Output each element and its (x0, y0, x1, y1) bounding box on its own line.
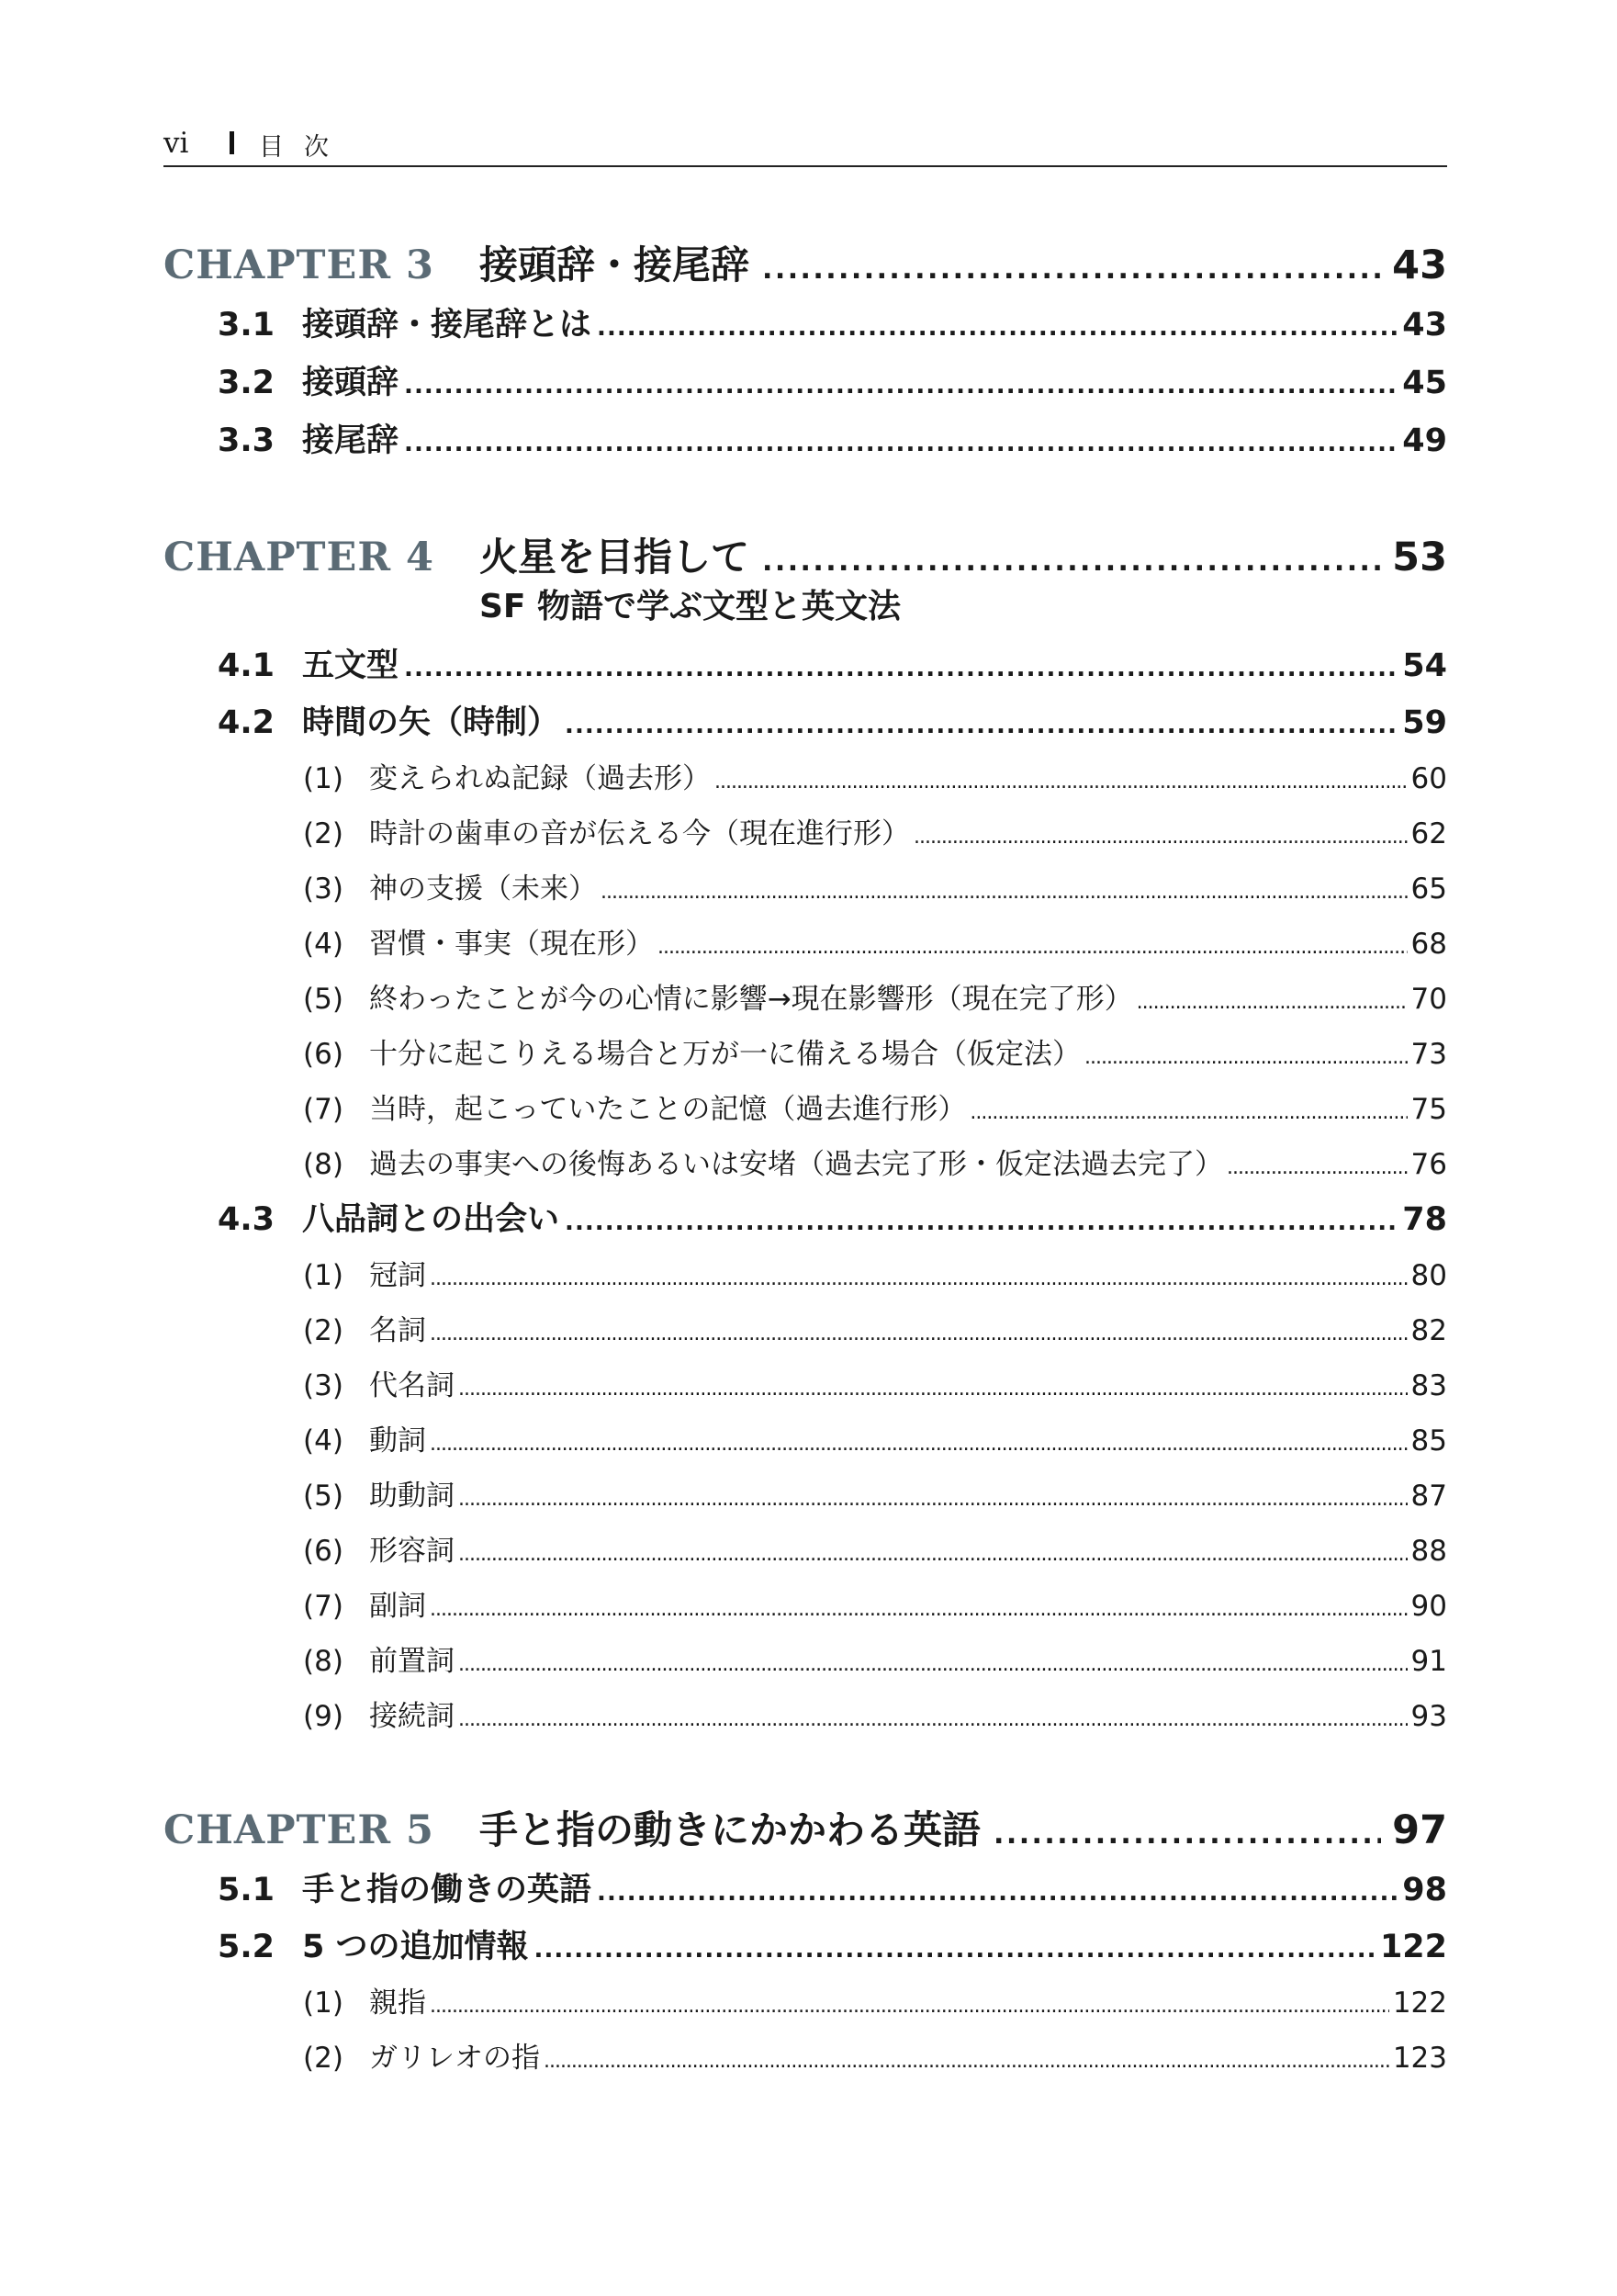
section-number: 4.2 (218, 704, 275, 741)
section-3-3[interactable] (218, 415, 1447, 459)
dot-leader (458, 1543, 1408, 1566)
item-number: (6) (303, 1038, 343, 1071)
item-page: 91 (1410, 1645, 1447, 1678)
item-number: (6) (303, 1535, 343, 1568)
chapter-subtitle: SF 物語で学ぶ文型と英文法 (479, 588, 902, 625)
dot-leader (994, 1818, 1381, 1851)
chapter-page: 43 (1392, 242, 1447, 288)
section-number: 3.3 (218, 422, 275, 459)
list-item[interactable] (303, 1252, 1447, 1292)
item-page: 68 (1410, 928, 1447, 961)
item-page: 85 (1410, 1424, 1447, 1458)
item-number: (2) (303, 1314, 343, 1347)
item-title: 形容詞 (369, 1535, 455, 1568)
item-title: 過去の事実への後悔あるいは安堵（過去完了形・仮定法過去完了） (369, 1148, 1223, 1181)
section-3-1[interactable] (218, 299, 1447, 343)
item-number: (4) (303, 928, 343, 961)
chapter-page: 97 (1392, 1807, 1447, 1853)
section-page: 54 (1402, 647, 1447, 684)
dot-leader (762, 546, 1381, 578)
section-number: 5.2 (218, 1929, 275, 1965)
item-title: 冠詞 (369, 1259, 426, 1292)
item-page: 87 (1410, 1480, 1447, 1513)
item-title: 十分に起こりえる場合と万が一に備える場合（仮定法） (369, 1038, 1081, 1071)
dot-leader (1227, 1156, 1408, 1179)
section-page: 122 (1379, 1929, 1447, 1965)
list-item[interactable] (303, 1030, 1447, 1071)
chapter-label: CHAPTER 3 (163, 242, 434, 288)
section-title: 手と指の働きの英語 (302, 1872, 592, 1908)
item-page: 122 (1392, 1986, 1447, 2020)
dot-leader (404, 430, 1398, 457)
dot-leader (430, 1322, 1408, 1345)
item-title: 習慣・事実（現在形） (369, 928, 654, 961)
list-item[interactable] (303, 2034, 1447, 2075)
item-number: (8) (303, 1148, 343, 1181)
dot-leader (458, 1378, 1408, 1401)
section-title: 八品詞との出会い (302, 1201, 560, 1238)
item-number: (1) (303, 1259, 343, 1292)
item-page: 93 (1410, 1700, 1447, 1733)
section-title: 接頭辞・接尾辞とは (302, 307, 592, 343)
section-number: 4.3 (218, 1201, 275, 1238)
dot-leader (970, 1101, 1407, 1124)
list-item[interactable] (303, 1472, 1447, 1513)
chapter-page: 53 (1392, 535, 1447, 580)
section-title: 接尾辞 (302, 422, 399, 459)
item-page: 60 (1410, 762, 1447, 795)
item-page: 65 (1410, 872, 1447, 906)
section-title: 5 つの追加情報 (302, 1929, 529, 1965)
item-title: 動詞 (369, 1424, 426, 1458)
chapter-4-heading[interactable] (163, 527, 1447, 580)
list-item[interactable] (303, 1086, 1447, 1126)
list-item[interactable] (303, 755, 1447, 795)
item-title: 副詞 (369, 1590, 426, 1623)
section-4-3[interactable] (218, 1194, 1447, 1238)
chapter-title: 接頭辞・接尾辞 (479, 242, 750, 287)
list-item[interactable] (303, 1638, 1447, 1678)
item-page: 62 (1410, 817, 1447, 850)
item-number: (2) (303, 2042, 343, 2075)
dot-leader (430, 1995, 1389, 2018)
item-number: (7) (303, 1093, 343, 1126)
item-number: (3) (303, 872, 343, 906)
item-title: 終わったことが今の心情に影響→現在影響形（現在完了形） (369, 983, 1133, 1016)
section-number: 3.1 (218, 307, 275, 343)
chapter-label: CHAPTER 5 (163, 1807, 434, 1853)
section-5-2[interactable] (218, 1921, 1447, 1965)
dot-leader (762, 253, 1381, 286)
page-number: vi (163, 127, 189, 160)
section-page: 43 (1402, 307, 1447, 343)
dot-leader (430, 1267, 1408, 1290)
section-number: 3.2 (218, 365, 275, 401)
dot-leader (1084, 1046, 1408, 1069)
item-title: 時計の歯車の音が伝える今（現在進行形） (369, 817, 910, 850)
item-page: 88 (1410, 1535, 1447, 1568)
dot-leader (597, 1879, 1398, 1907)
item-number: (5) (303, 1480, 343, 1513)
list-item[interactable] (303, 1307, 1447, 1347)
list-item[interactable] (303, 1527, 1447, 1568)
item-number: (4) (303, 1424, 343, 1458)
list-item[interactable] (303, 810, 1447, 850)
item-page: 73 (1410, 1038, 1447, 1071)
item-number: (1) (303, 1986, 343, 2020)
chapter-title: 手と指の動きにかかわる英語 (479, 1807, 982, 1852)
item-title: 前置詞 (369, 1645, 455, 1678)
dot-leader (1137, 991, 1408, 1014)
item-title: 当時，起こっていたことの記憶（過去進行形） (369, 1093, 967, 1126)
dot-leader (430, 1598, 1408, 1621)
item-number: (8) (303, 1645, 343, 1678)
item-title: 神の支援（未来） (369, 872, 597, 906)
running-header (163, 127, 1447, 167)
list-item[interactable] (303, 975, 1447, 1016)
chapter-3-heading[interactable] (163, 235, 1447, 288)
item-page: 70 (1410, 983, 1447, 1016)
list-item[interactable] (303, 1693, 1447, 1733)
item-number: (3) (303, 1369, 343, 1402)
item-number: (2) (303, 817, 343, 850)
chapter-label: CHAPTER 4 (163, 535, 434, 580)
item-title: 名詞 (369, 1314, 426, 1347)
dot-leader (565, 1209, 1398, 1236)
dot-leader (657, 936, 1408, 959)
dot-leader (404, 655, 1398, 682)
item-page: 80 (1410, 1259, 1447, 1292)
section-number: 4.1 (218, 647, 275, 684)
list-item[interactable] (303, 1979, 1447, 2020)
chapter-5-heading[interactable] (163, 1800, 1447, 1853)
item-page: 82 (1410, 1314, 1447, 1347)
dot-leader (914, 826, 1408, 849)
item-title: 変えられぬ記録（過去形） (369, 762, 711, 795)
dot-leader (544, 2050, 1389, 2073)
dot-leader (458, 1488, 1408, 1511)
section-page: 59 (1402, 704, 1447, 741)
section-page: 45 (1402, 365, 1447, 401)
dot-leader (430, 1433, 1408, 1456)
item-page: 75 (1410, 1093, 1447, 1126)
section-3-2[interactable] (218, 357, 1447, 401)
section-title: 接頭辞 (302, 365, 399, 401)
section-title: 時間の矢（時制） (302, 704, 560, 741)
item-page: 76 (1410, 1148, 1447, 1181)
section-page: 98 (1402, 1872, 1447, 1908)
list-item[interactable] (303, 865, 1447, 906)
item-number: (9) (303, 1700, 343, 1733)
list-item[interactable] (303, 1362, 1447, 1402)
list-item[interactable] (303, 1417, 1447, 1458)
header-title: 目次 (259, 133, 349, 162)
list-item[interactable] (303, 1141, 1447, 1181)
dot-leader (458, 1708, 1408, 1731)
section-number: 5.1 (218, 1872, 275, 1908)
item-number: (5) (303, 983, 343, 1016)
dot-leader (534, 1936, 1376, 1964)
section-5-1[interactable] (218, 1864, 1447, 1908)
section-4-1[interactable] (218, 640, 1447, 684)
item-page: 123 (1392, 2042, 1447, 2075)
dot-leader (714, 771, 1408, 793)
item-number: (1) (303, 762, 343, 795)
section-page: 78 (1402, 1201, 1447, 1238)
item-title: 親指 (369, 1986, 426, 2020)
header-divider (230, 131, 234, 154)
section-4-2[interactable] (218, 697, 1447, 741)
item-number: (7) (303, 1590, 343, 1623)
list-item[interactable] (303, 920, 1447, 961)
dot-leader (404, 372, 1398, 400)
section-page: 49 (1402, 422, 1447, 459)
item-title: 接続詞 (369, 1700, 455, 1733)
section-title: 五文型 (302, 647, 399, 684)
item-page: 90 (1410, 1590, 1447, 1623)
item-title: ガリレオの指 (369, 2042, 540, 2075)
item-title: 助動詞 (369, 1480, 455, 1513)
dot-leader (565, 712, 1398, 739)
item-title: 代名詞 (369, 1369, 455, 1402)
dot-leader (597, 314, 1398, 342)
list-item[interactable] (303, 1582, 1447, 1623)
dot-leader (458, 1653, 1408, 1676)
dot-leader (601, 881, 1408, 904)
item-page: 83 (1410, 1369, 1447, 1402)
chapter-title: 火星を目指して (479, 535, 750, 580)
